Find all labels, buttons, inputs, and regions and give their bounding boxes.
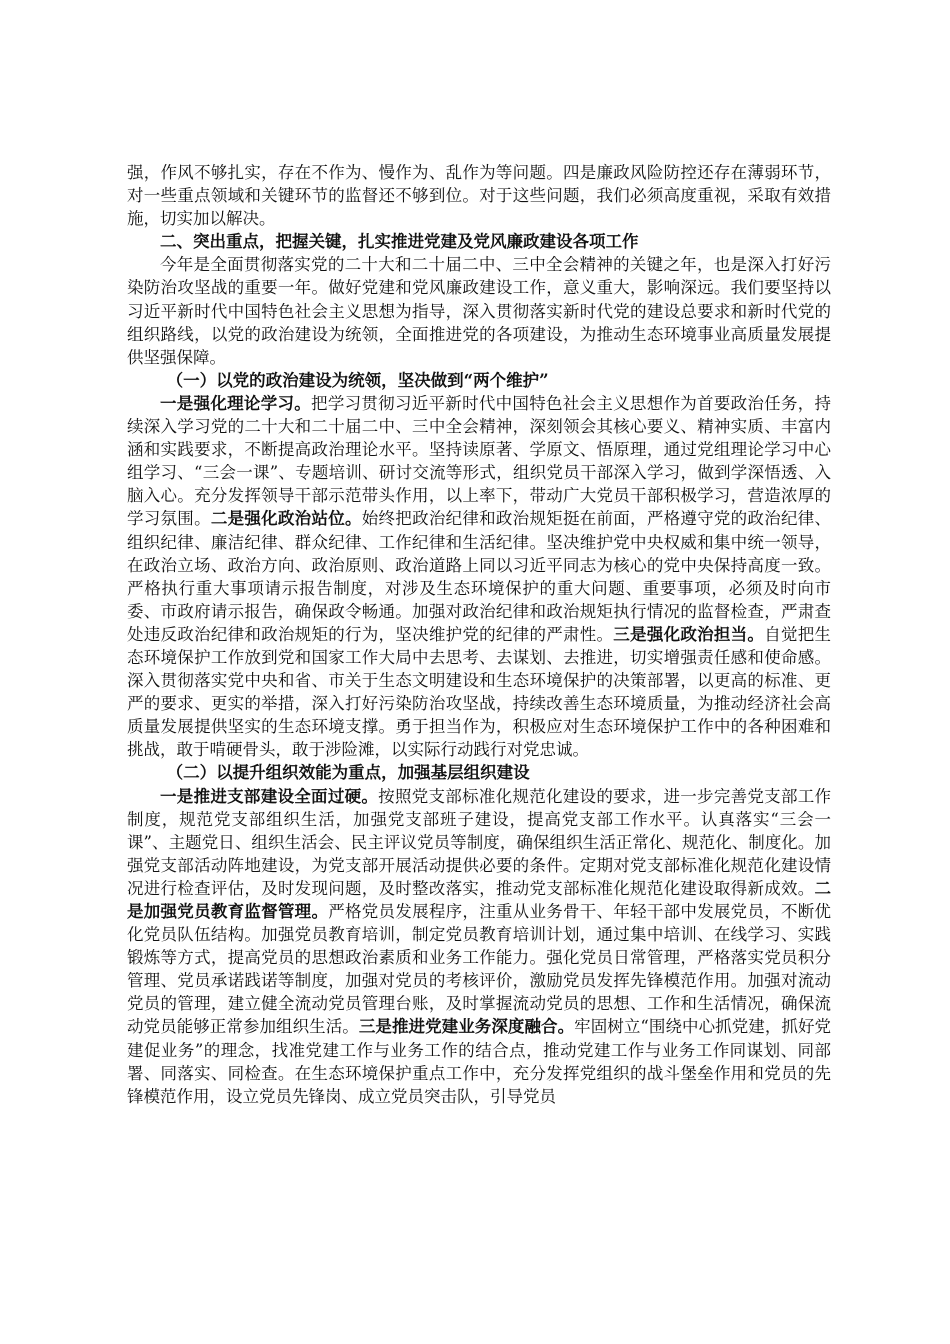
paragraph-continuation: 强，作风不够扎实，存在不作为、慢作为、乱作为等问题。四是廉政风险防控还存在薄弱环节，对一些重点领域和关键环节的监督还不够到位。对于这些问题，我们必须高度重视，采取有效措施，切实加以解决。 <box>127 163 831 229</box>
paragraph-text-1: 把学习贯彻习近平新时代中国特色社会主义思想作为首要政治任务，持续深入学习党的二十大和二十届二中、三中全会精神，深刻领会其核心要义、精神实质、丰富内涵和实践要求，不断提高政治理论水平。坚持读原著、学原文、悟原理，通过党组理论学习中心组学习、“三会一课”、专题培训、研讨交流等形式，组织党员干部深入学习，做到学深悟透、入脑入心。充分发挥领导干部示范带头作用，以上率下，带动广大党员干部积极学习，营造浓厚的学习氛围。 <box>127 393 832 529</box>
bold-lead-5: 二是加强党员教育监督管理。 <box>127 878 831 921</box>
bold-lead-4: 一是推进支部建设全面过硬。 <box>160 786 379 806</box>
bold-lead-2: 二是强化政治站位。 <box>210 509 362 529</box>
bold-lead-1: 一是强化理论学习。 <box>160 393 312 413</box>
paragraph-text-6: 牢固树立“围绕中心抓党建，抓好党建促业务”的理念，找准党建工作与业务工作的结合点，推动党建工作与业务工作同谋划、同部署、同落实、同检查。在生态环境保护重点工作中，充分发挥党组织的战斗堡垒作用和党员的先锋模范作用，设立党员先锋岗、成立党员突击队，引导党员 <box>127 1017 832 1106</box>
paragraph-text-3: 自觉把生态环境保护工作放到党和国家工作大局中去思考、去谋划、去推进，切实增强责任感和使命感。深入贯彻落实党中央和省、市关于生态文明建设和生态环境保护的决策部署，以更高的标准、更严的要求、更实的举措，深入打好污染防治攻坚战，持续改善生态环境质量，为推动经济社会高质量发展提供坚实的生态环境支撑。勇于担当作为，积极应对生态环境保护工作中的各种困难和挑战，敢于啃硬骨头，敢于涉险滩，以实际行动践行对党忠诚。 <box>127 624 832 760</box>
subsection-heading-2: （二）以提升组织效能为重点，加强基层组织建设 <box>166 763 530 783</box>
section-heading-2: 二、突出重点，把握关键，扎实推进党建及党风廉政建设各项工作 <box>160 232 639 252</box>
bold-lead-6: 三是推进党建业务深度融合。 <box>358 1017 575 1037</box>
paragraph-text-5: 严格党员发展程序，注重从业务骨干、年轻干部中发展党员，不断优化党员队伍结构。加强党员教育培训，制定党员教育培训计划，通过集中培训、在线学习、实践锻炼等方式，提高党员的思想政治素质和业务工作能力。强化党员日常管理，严格落实党员积分管理、党员承诺践诺等制度，加强对党员的考核评价，激励党员发挥先锋模范作用。加强对流动党员的管理，建立健全流动党员管理台账，及时掌握流动党员的思想、工作和生活情况，确保流动党员能够正常参加组织生活。 <box>127 902 832 1037</box>
bold-lead-3: 三是强化政治担当。 <box>613 624 765 644</box>
paragraph-text-2: 始终把政治纪律和政治规矩挺在前面，严格遵守党的政治纪律、组织纪律、廉洁纪律、群众纪律、工作纪律和生活纪律。坚决维护党中央权威和集中统一领导，在政治立场、政治方向、政治原则、政治道路上同以习近平同志为核心的党中央保持高度一致。严格执行重大事项请示报告制度，对涉及生态环境保护的重大问题、重要事项，必须及时向市委、市政府请示报告，确保政令畅通。加强对政治纪律和政治规矩执行情况的监督检查，严肃查处违反政治纪律和政治规矩的行为，坚决维护党的纪律的严肃性。 <box>127 509 832 644</box>
paragraph-intro: 今年是全面贯彻落实党的二十大和二十届二中、三中全会精神的关键之年，也是深入打好污染防治攻坚战的重要一年。做好党建和党风廉政建设工作，意义重大，影响深远。我们要坚持以习近平新时代中国特色社会主义思想为指导，深入贯彻落实新时代党的建设总要求和新时代党的组织路线，以党的政治建设为统领，全面推进党的各项建设，为推动生态环境事业高质量发展提供坚强保障。 <box>127 255 831 367</box>
document-page <box>127 161 831 1108</box>
paragraph-political-building <box>127 392 831 762</box>
paragraph-organization-building <box>127 785 831 1108</box>
paragraph-text-4: 按照党支部标准化规范化建设的要求，进一步完善党支部工作制度，规范党支部组织生活，加强党支部班子建设，提高党支部工作水平。认真落实“三会一课”、主题党日、组织生活会、民主评议党员等制度，确保组织生活正常化、规范化、制度化。加强党支部活动阵地建设，为党支部开展活动提供必要的条件。定期对党支部标准化规范化建设情况进行检查评估，及时发现问题，及时整改落实，推动党支部标准化规范化建设取得新成效。 <box>127 786 832 898</box>
subsection-heading-1: （一）以党的政治建设为统领，坚决做到“两个维护” <box>166 370 549 390</box>
